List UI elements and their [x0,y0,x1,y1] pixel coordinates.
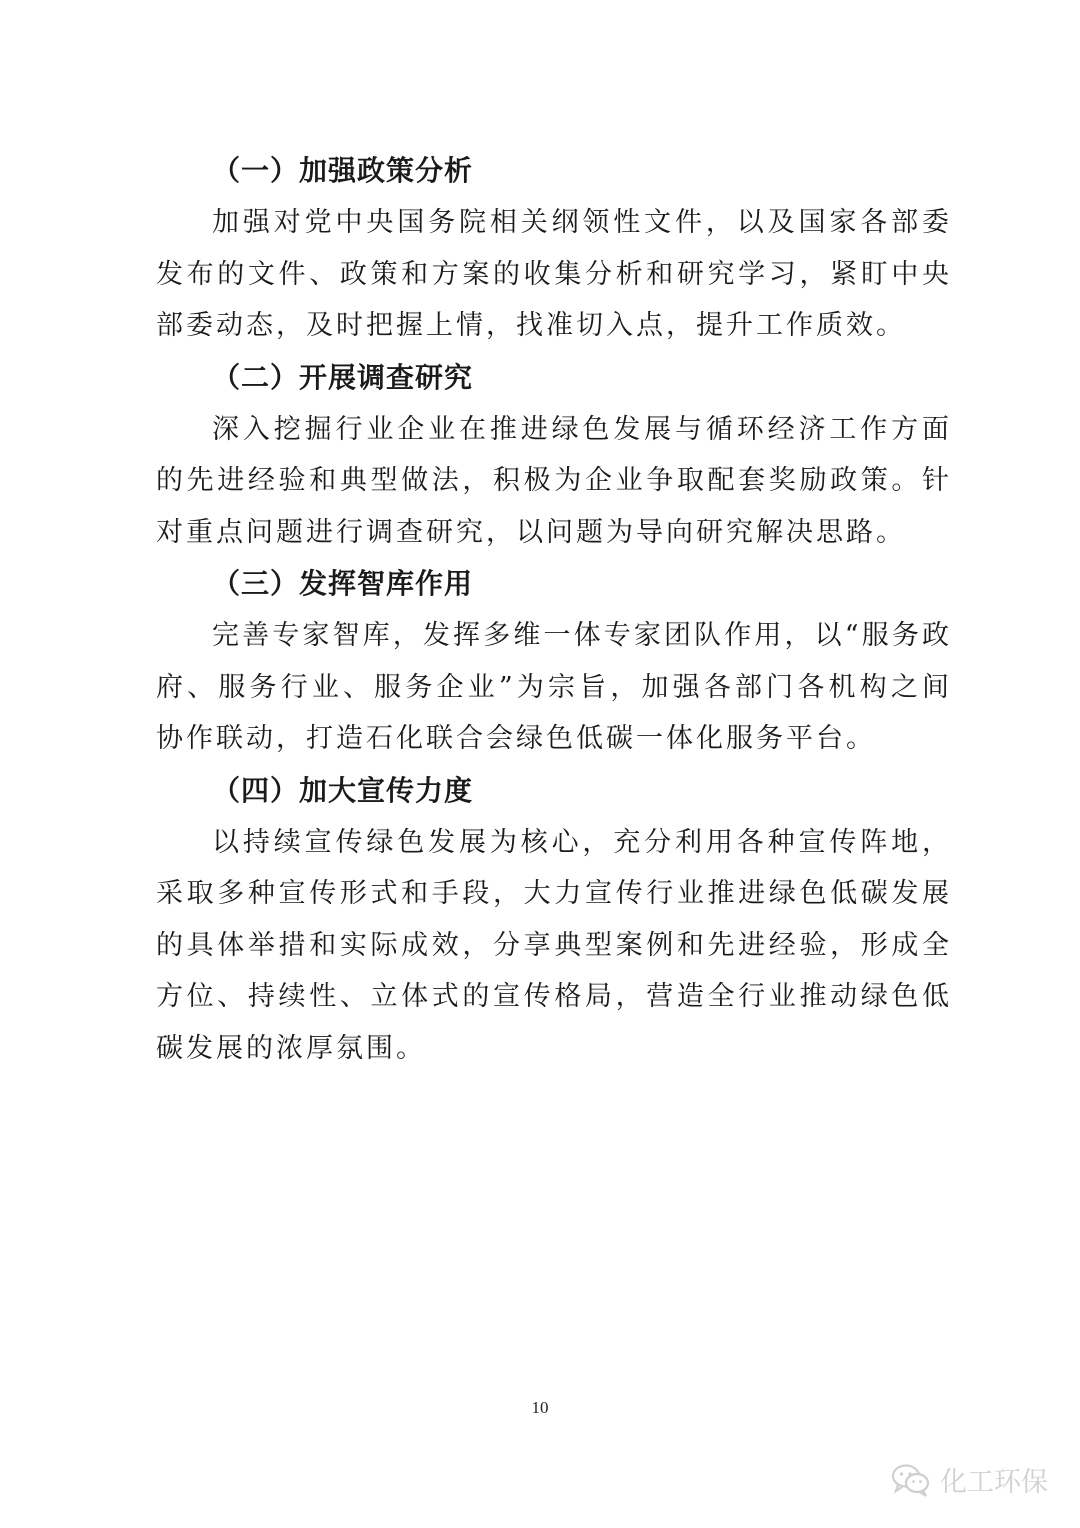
document-body [156,145,952,1074]
section-4-paragraph: 以持续宣传绿色发展为核心，充分利用各种宣传阵地，采取多种宣传形式和手段，大力宣传行业推进绿色低碳发展的具体举措和实际成效，分享典型案例和先进经验，形成全方位、持续性、立体式的宣传格局，营造全行业推动绿色低碳发展的浓厚氛围。 [156,826,952,1064]
watermark-text: 化工环保 [940,1467,1048,1498]
section-2-heading: （二）开展调查研究 [212,360,474,394]
section-3-heading: （三）发挥智库作用 [212,567,474,600]
watermark [890,1460,1048,1499]
section-2-paragraph: 深入挖掘行业企业在推进绿色发展与循环经济工作方面的先进经验和典型做法，积极为企业争取配套奖励政策。针对重点问题进行调查研究，以问题为导向研究解决思路。 [156,413,952,548]
section-1-paragraph: 加强对党中央国务院相关纲领性文件，以及国家各部委发布的文件、政策和方案的收集分析和研究学习，紧盯中央部委动态，及时把握上情，找准切入点，提升工作质效。 [156,207,952,341]
wechat-icon [890,1462,932,1498]
section-1-heading: （一）加强政策分析 [212,154,474,187]
section-4-heading: （四）加大宣传力度 [212,773,474,807]
section-3-paragraph: 完善专家智库，发挥多维一体专家团队作用，以“服务政府、服务行业、服务企业”为宗旨，加强各部门各机构之间协作联动，打造石化联合会绿色低碳一体化服务平台。 [156,620,952,754]
page-number: 10 [531,1398,549,1417]
